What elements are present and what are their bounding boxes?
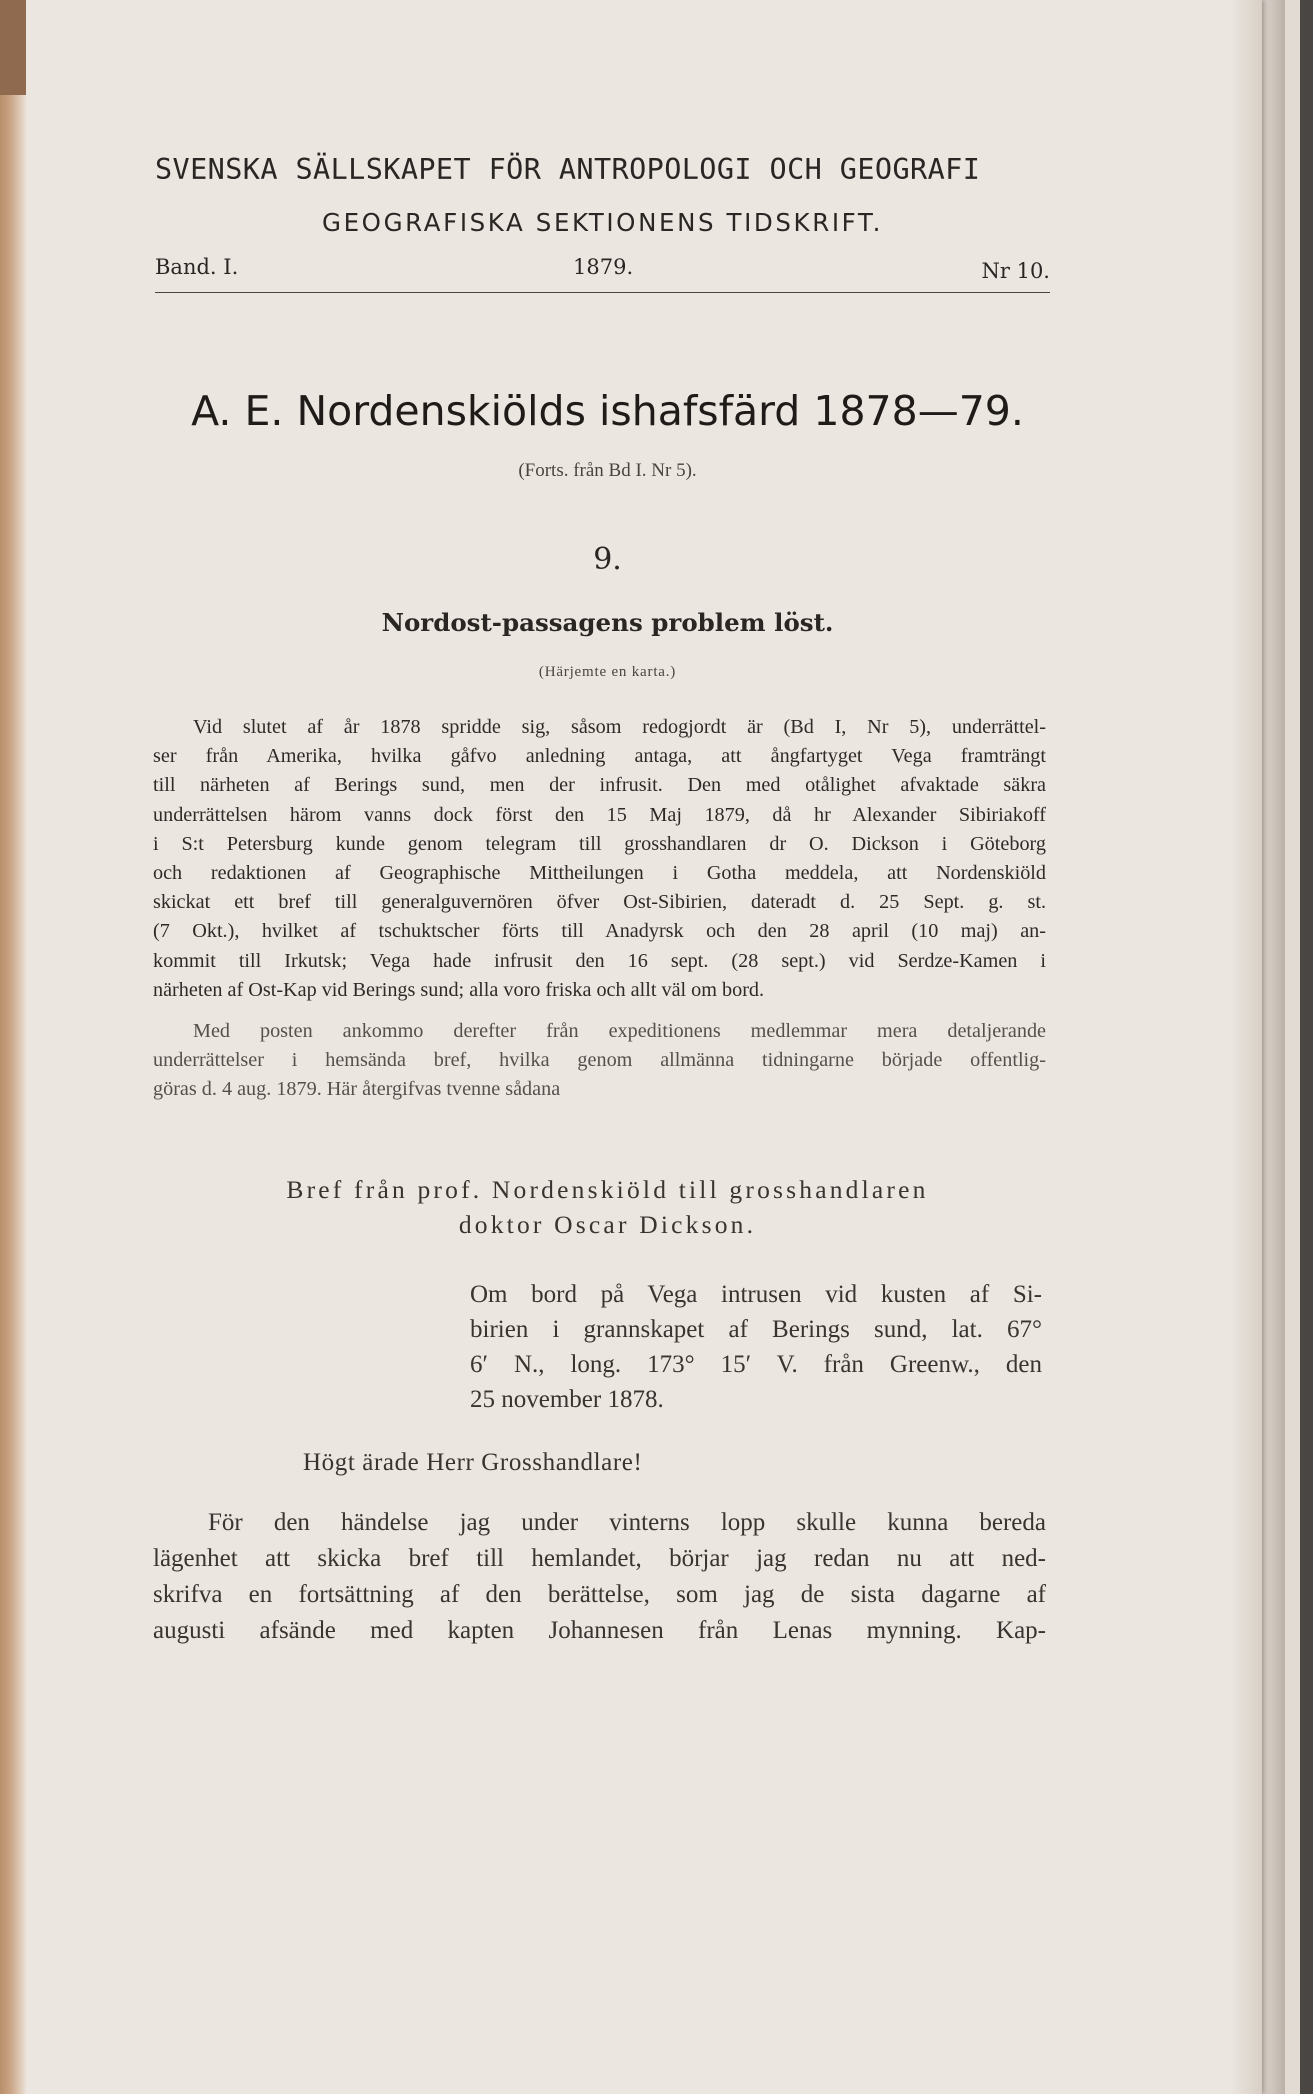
article-continuation: (Forts. från Bd I. Nr 5). (518, 460, 697, 481)
page-binding (0, 0, 26, 2094)
text-line: 6′ N., long. 173° 15′ V. från Greenw., den (470, 1351, 1042, 1378)
page-edge-stain (1230, 0, 1262, 2094)
text-line: till närheten af Berings sund, men der infrusit. Den med otålighet afvaktade säkra (153, 774, 1046, 797)
text-line: skickat ett bref till generalguvernören öfver Ost-Sibirien, dateradt d. 25 Sept. g. st. (153, 891, 1046, 914)
header-rule (155, 292, 1050, 293)
text-line: augusti afsände med kapten Johannesen från Lenas mynning. Kap- (153, 1617, 1046, 1644)
journal-number: Nr 10. (981, 259, 1050, 283)
article-title: A. E. Nordenskiölds ishafsfärd 1878—79. (191, 387, 1024, 435)
journal-band: Band. I. (155, 255, 239, 279)
text-line: ser från Amerika, hvilka gåfvo anledning antaga, att ångfartyget Vega framträngt (153, 745, 1046, 768)
text-line: och redaktionen af Geographische Mittheilungen i Gotha meddela, att Nordenskiöld (153, 861, 1046, 884)
text-line: birien i grannskapet af Berings sund, lat. 67° (470, 1316, 1042, 1343)
text-line: 25 november 1878. (470, 1386, 664, 1413)
text-line: lägenhet att skicka bref till hemlandet, börjar jag redan nu att ned- (153, 1545, 1046, 1572)
letter-heading-line-2: doktor Oscar Dickson. (458, 1210, 757, 1239)
paragraph-2 (153, 1017, 1046, 1105)
text-line: Vid slutet af år 1878 spridde sig, såsom redogjordt är (Bd I, Nr 5), underrättel- (193, 716, 1046, 738)
paragraph-1 (153, 713, 1046, 1005)
text-line: göras d. 4 aug. 1879. Här återgifvas tvenne sådana (153, 1078, 561, 1101)
map-note: (Härjemte en karta.) (538, 664, 677, 680)
letter-body (153, 1505, 1046, 1649)
letter-place-date (470, 1277, 1042, 1417)
text-line: För den händelse jag under vinterns lopp skulle kunna bereda (208, 1509, 1046, 1536)
binding-corner (0, 0, 26, 95)
text-line: i S:t Petersburg kunde genom telegram till grosshandlaren dr O. Dickson i Göteborg (153, 832, 1046, 855)
journal-section: GEOGRAFISKA SEKTIONENS TIDSKRIFT. (322, 208, 883, 237)
text-line: närheten af Ost-Kap vid Berings sund; alla voro friska och allt väl om bord. (153, 978, 765, 1001)
text-line: underrättelsen härom vanns dock först den 15 Maj 1879, då hr Alexander Sibiriakoff (153, 803, 1046, 826)
letter-greeting: Högt ärade Herr Grosshandlare! (303, 1449, 643, 1476)
journal-info-line (155, 255, 1050, 285)
text-line: (7 Okt.), hvilket af tschuktscher förts till Anadyrsk och den 28 april (10 maj) an- (153, 920, 1046, 943)
text-line: Med posten ankommo derefter från expeditionens medlemmar mera detaljerande (193, 1020, 1046, 1042)
chapter-subtitle: Nordost-passagens problem löst. (381, 608, 834, 637)
text-line: underrättelser i hemsända bref, hvilka genom allmänna tidningarne började offentlig- (153, 1049, 1046, 1072)
text-line: skrifva en fortsättning af den berättelse, som jag de sista dagarne af (153, 1581, 1046, 1608)
letter-heading-line-1: Bref från prof. Nordenskiöld till grosshandlaren (286, 1175, 929, 1204)
text-line: kommit till Irkutsk; Vega hade infrusit den 16 sept. (28 sept.) vid Serdze-Kamen i (153, 949, 1046, 972)
journal-year: 1879. (573, 255, 634, 279)
text-line: Om bord på Vega intrusen vid kusten af Si- (470, 1281, 1042, 1308)
chapter-number: 9. (593, 542, 622, 577)
journal-society: SVENSKA SÄLLSKAPET FÖR ANTROPOLOGI OCH GEOGRAFI (155, 153, 981, 186)
